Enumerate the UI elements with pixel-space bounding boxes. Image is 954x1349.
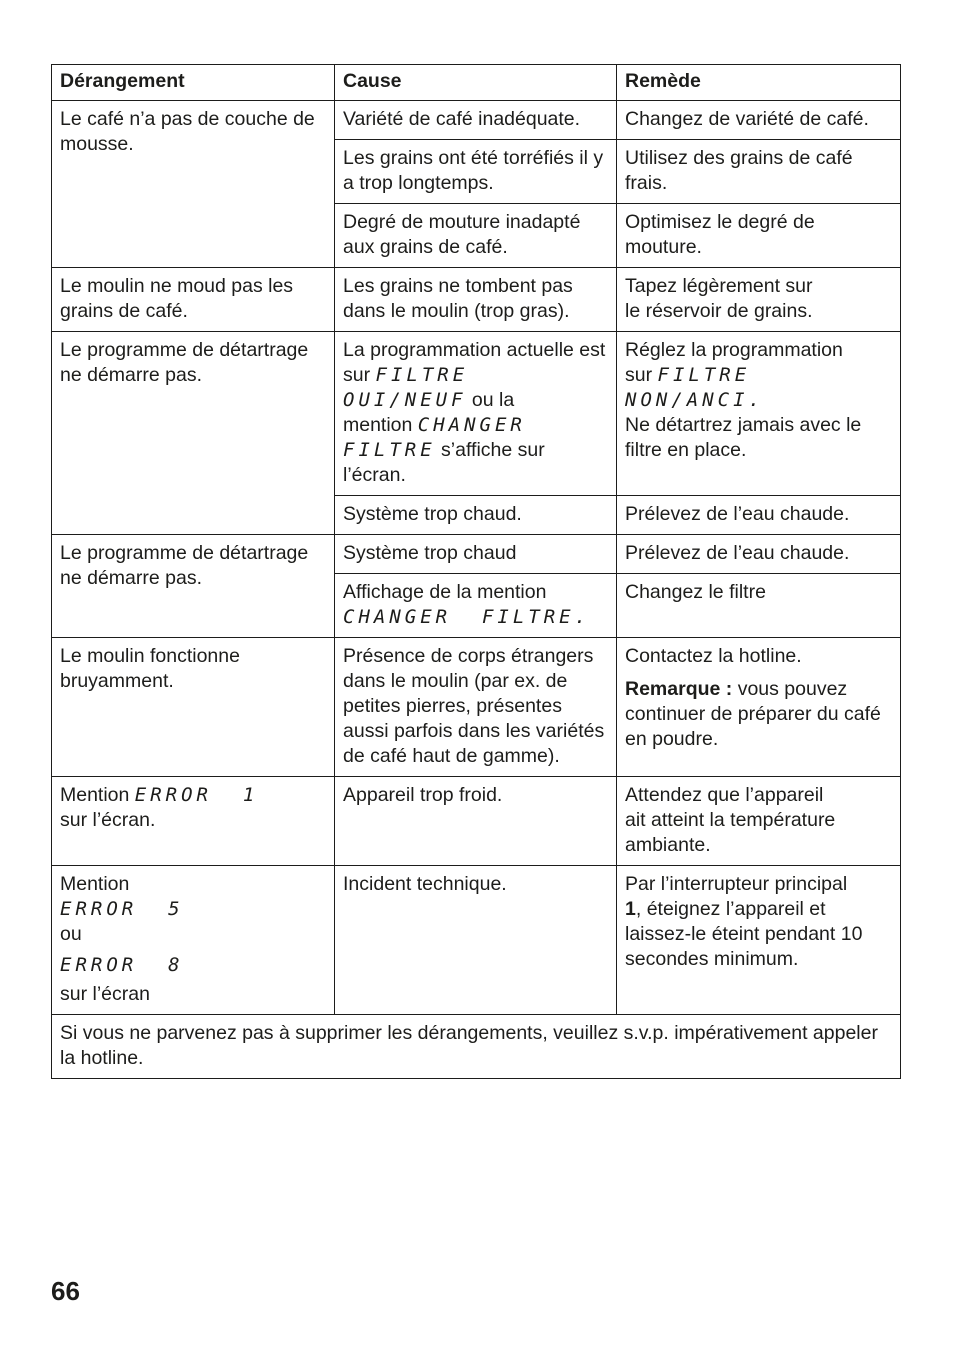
remedy-cell: Utilisez des grains de café frais. xyxy=(617,140,901,204)
lcd-display-text: ERROR 8 xyxy=(60,954,184,976)
problem-cell: Le café n’a pas de couche de mousse. xyxy=(52,101,335,268)
remedy-line: Contactez la hotline. xyxy=(625,645,802,667)
lcd-display-text: FILTRE xyxy=(343,439,436,461)
lcd-display-text: OUI/NEUF xyxy=(343,389,467,411)
problem-cell: Le moulin fonctionne bruyamment. xyxy=(52,638,335,777)
remedy-cell: Prélevez de l’eau chaude. xyxy=(617,496,901,535)
cause-cell: Degré de mouture inadapté aux grains de café. xyxy=(335,204,617,268)
cause-cell: Système trop chaud xyxy=(335,535,617,574)
main-switch-number: 1 xyxy=(625,898,636,920)
table-row xyxy=(52,638,901,777)
cause-text: ou la xyxy=(466,389,515,411)
cause-text: mention xyxy=(343,414,418,436)
problem-text: ou xyxy=(60,923,82,945)
cause-cell: Appareil trop froid. xyxy=(335,777,617,866)
lcd-display-text: FILTRE xyxy=(375,364,469,386)
remedy-line: Ne détartrez jamais avec le filtre en place. xyxy=(625,414,862,461)
remedy-line: Par l’interrupteur principal xyxy=(625,873,848,895)
remedy-line: Attendez que l’appareil xyxy=(625,784,824,806)
table-row xyxy=(52,777,901,866)
table-row xyxy=(52,332,901,496)
lcd-display-text: CHANGER FILTRE. xyxy=(343,606,591,628)
lcd-display-text: CHANGER xyxy=(417,414,526,436)
cause-cell xyxy=(335,332,617,496)
remedy-cell: Optimisez le degré de mouture. xyxy=(617,204,901,268)
remedy-cell: Changez le filtre xyxy=(617,574,901,638)
lcd-display-text: ERROR 5 xyxy=(60,898,184,920)
remedy-text: , éteignez l’appareil et laissez-le éteint pendant 10 secondes minimum. xyxy=(625,898,863,970)
header-remedy: Remède xyxy=(617,65,901,101)
header-problem: Dérangement xyxy=(52,65,335,101)
cause-text: s’affiche sur l’écran. xyxy=(343,439,545,486)
remedy-line: Réglez la programmation xyxy=(625,339,843,361)
remedy-cell xyxy=(617,866,901,1015)
remedy-cell: Prélevez de l’eau chaude. xyxy=(617,535,901,574)
table-row xyxy=(52,535,901,574)
lcd-display-text: FILTRE xyxy=(657,364,751,386)
table-header-row xyxy=(52,65,901,101)
problem-cell xyxy=(52,866,335,1015)
cause-cell: Les grains ont été torréfiés il y a trop longtemps. xyxy=(335,140,617,204)
remedy-cell xyxy=(617,777,901,866)
table-row xyxy=(52,101,901,140)
problem-cell: Le programme de détartrage ne démarre pas. xyxy=(52,332,335,535)
cause-text: Affichage de la mention xyxy=(343,581,547,603)
problem-text: sur l’écran. xyxy=(60,809,156,831)
remedy-cell xyxy=(617,332,901,496)
problem-text: Mention xyxy=(60,873,130,895)
cause-cell: Variété de café inadéquate. xyxy=(335,101,617,140)
cause-cell: Les grains ne tombent pas dans le moulin (trop gras). xyxy=(335,268,617,332)
table-row xyxy=(52,866,901,1015)
cause-cell: Incident technique. xyxy=(335,866,617,1015)
remedy-line: Tapez légèrement sur xyxy=(625,275,813,297)
note-label: Remarque : xyxy=(625,678,733,700)
table-row xyxy=(52,268,901,332)
cause-cell: Système trop chaud. xyxy=(335,496,617,535)
page-number: 66 xyxy=(51,1276,80,1306)
problem-text: Mention xyxy=(60,784,135,806)
cause-text: La programmation actuelle est sur xyxy=(343,339,606,386)
remedy-cell xyxy=(617,638,901,777)
header-cause: Cause xyxy=(335,65,617,101)
remedy-cell xyxy=(617,268,901,332)
cause-cell: Présence de corps étrangers dans le moulin (par ex. de petites pierres, présentes aussi parfois dans les variétés de café haut de gamme). xyxy=(335,638,617,777)
problem-cell xyxy=(52,777,335,866)
problem-text: sur l’écran xyxy=(60,983,150,1005)
remedy-note xyxy=(625,677,892,752)
note-text: vous pouvez continuer de préparer du café en poudre. xyxy=(625,678,881,750)
lcd-display-text: ERROR 1 xyxy=(134,784,259,806)
problem-cell: Le programme de détartrage ne démarre pas. xyxy=(52,535,335,638)
remedy-cell: Changez de variété de café. xyxy=(617,101,901,140)
footer-note: Si vous ne parvenez pas à supprimer les dérangements, veuillez s.v.p. impérativement appeler la hotline. xyxy=(52,1015,901,1079)
problem-cell: Le moulin ne moud pas les grains de café. xyxy=(52,268,335,332)
lcd-display-text: NON/ANCI. xyxy=(625,389,764,411)
remedy-text: sur xyxy=(625,364,658,386)
cause-cell xyxy=(335,574,617,638)
table-footer-row xyxy=(52,1015,901,1079)
remedy-line: ait atteint la température ambiante. xyxy=(625,809,836,856)
troubleshooting-table xyxy=(51,64,901,1079)
remedy-line: le réservoir de grains. xyxy=(625,300,813,322)
